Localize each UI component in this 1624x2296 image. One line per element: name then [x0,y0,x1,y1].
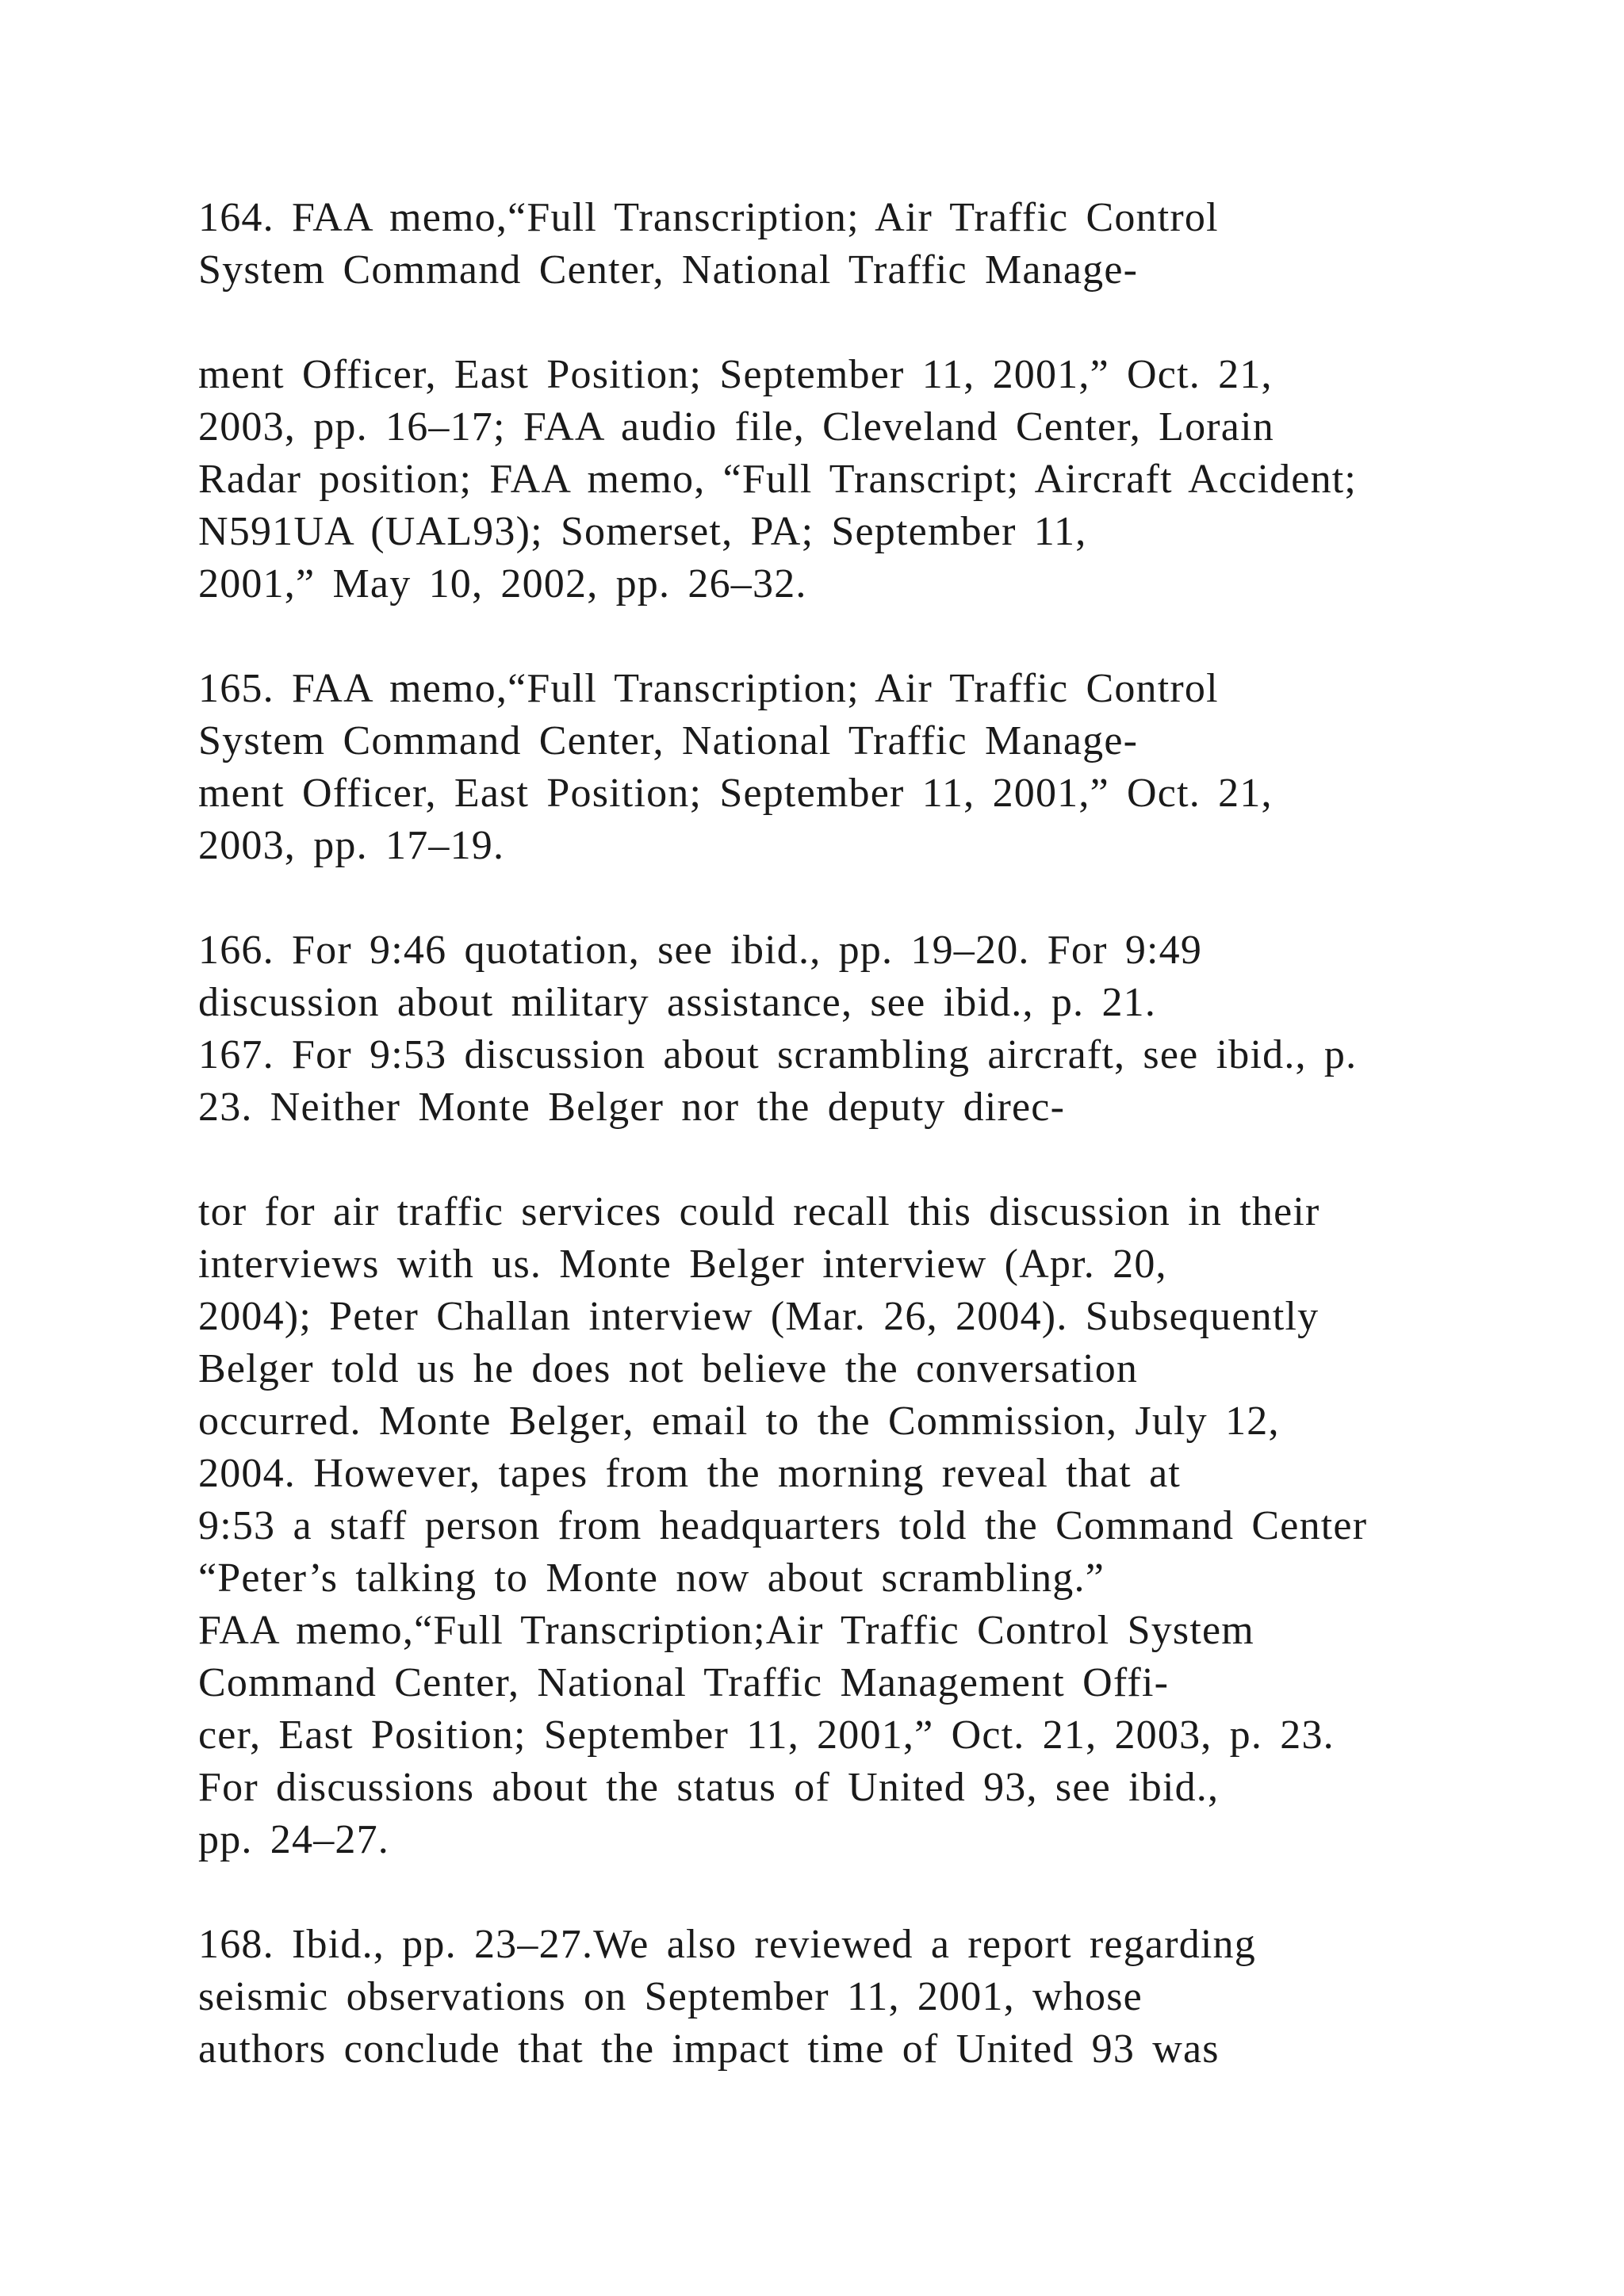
note-166-167-line: Command Center, National Traffic Management Offi- [198,1660,1170,1705]
note-166-167-line: For discussions about the status of United 93, see ibid., [198,1765,1220,1810]
note-166-167-line: discussion about military assistance, see ibid., p. 21. [198,980,1157,1025]
note-166-167-line: Belger told us he does not believe the conversation [198,1346,1139,1391]
note-166-167-line: 2004. However, tapes from the morning reveal that at [198,1451,1182,1496]
note-164-line: System Command Center, National Traffic Manage- [198,247,1139,293]
note-166-167-line: cer, East Position; September 11, 2001,” Oct. 21, 2003, p. 23. [198,1712,1335,1758]
note-164-line: 2001,” May 10, 2002, pp. 26–32. [198,561,807,607]
note-168-line: seismic observations on September 11, 2001, whose [198,1974,1143,2019]
note-165-line: System Command Center, National Traffic Manage- [198,718,1139,763]
note-166-167-line: FAA memo,“Full Transcription;Air Traffic Control System [198,1608,1254,1653]
note-165-line: 165. FAA memo,“Full Transcription; Air Traffic Control [198,666,1219,711]
endnotes-text [198,192,1435,2076]
note-166-167-line: 23. Neither Monte Belger nor the deputy direc- [198,1085,1066,1130]
note-165-line: 2003, pp. 17–19. [198,823,505,868]
note-166-167-line: occurred. Monte Belger, email to the Commission, July 12, [198,1399,1280,1444]
note-166-167-line: 166. For 9:46 quotation, see ibid., pp. 19–20. For 9:49 [198,928,1203,973]
note-166-167-line: 9:53 a staff person from headquarters told the Command Center [198,1503,1368,1548]
note-166-167-line: tor for air traffic services could recall this discussion in their [198,1189,1320,1234]
note-164-line: Radar position; FAA memo, “Full Transcript; Aircraft Accident; [198,457,1358,502]
note-166-167-line: 167. For 9:53 discussion about scrambling aircraft, see ibid., p. [198,1032,1358,1077]
note-166-167-line: 2004); Peter Challan interview (Mar. 26, 2004). Subsequently [198,1294,1320,1339]
note-164-line: ment Officer, East Position; September 11, 2001,” Oct. 21, [198,352,1273,397]
note-166-167-line: interviews with us. Monte Belger interview (Apr. 20, [198,1242,1167,1287]
note-164-line: 2003, pp. 16–17; FAA audio file, Cleveland Center, Lorain [198,404,1274,450]
note-166-167-line: “Peter’s talking to Monte now about scrambling.” [198,1556,1105,1601]
paragraph-gap [198,297,1435,349]
note-164-line: N591UA (UAL93); Somerset, PA; September 11, [198,509,1087,554]
paragraph-gap [198,610,1435,663]
paragraph-gap [198,1134,1435,1186]
note-166-167-line: pp. 24–27. [198,1817,389,1862]
note-165-line: ment Officer, East Position; September 11, 2001,” Oct. 21, [198,771,1273,816]
note-164-line: 164. FAA memo,“Full Transcription; Air Traffic Control [198,195,1219,240]
note-168-line: authors conclude that the impact time of United 93 was [198,2026,1220,2072]
paragraph-gap [198,1866,1435,1919]
note-168-line: 168. Ibid., pp. 23–27.We also reviewed a report regarding [198,1922,1256,1967]
paragraph-gap [198,872,1435,924]
